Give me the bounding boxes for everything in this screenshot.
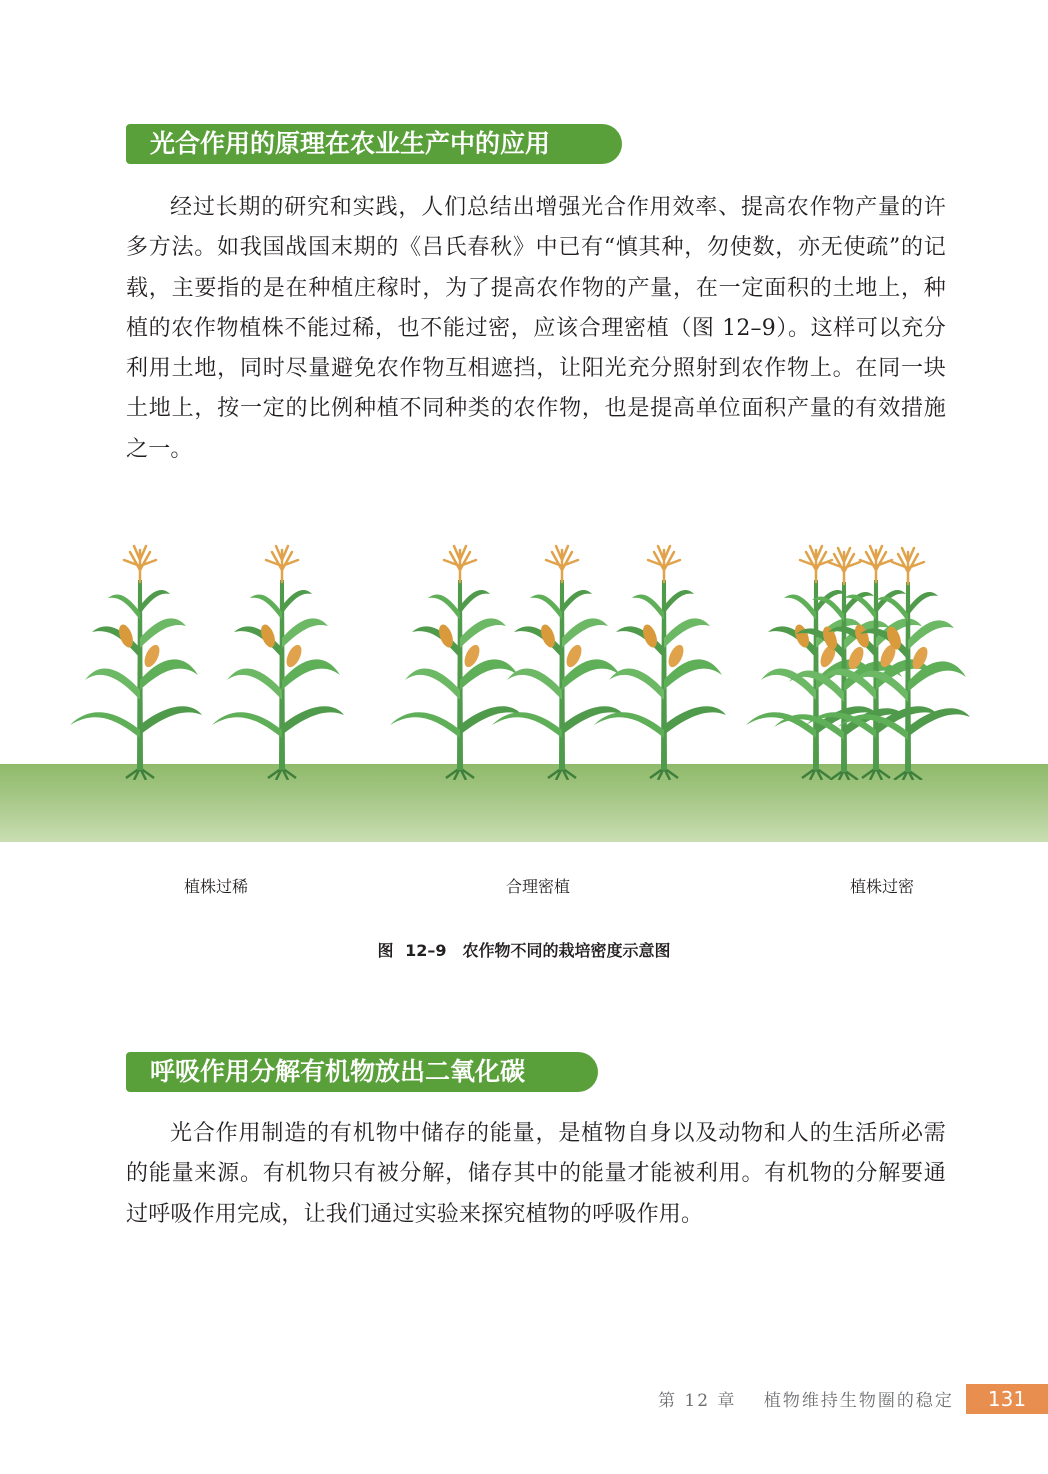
- corn-plant: [390, 546, 522, 780]
- section-heading-photosynthesis: 光合作用的原理在农业生产中的应用: [126, 124, 622, 164]
- footer-chapter: 第 12 章: [658, 1391, 737, 1411]
- page-number: 131: [966, 1384, 1048, 1414]
- paragraph-planting-density: 经过长期的研究和实践，人们总结出增强光合作用效率、提高农作物产量的许多方法。如我国战国末期的《吕氏春秋》中已有“慎其种，勿使数，亦无使疏”的记载，主要指的是在种植庄稼时，为了提高农作物的产量，在一定面积的土地上，种植的农作物植株不能过稀，也不能过密，应该合理密植（图 12–9）。这样可以充分利用土地，同时尽量避免农作物互相遮挡，让阳光充分照射到农作物上。在同一块土地上，按一定的比例种植不同种类的农作物，也是提高单位面积产量的有效措施之一。: [126, 195, 946, 462]
- corn-plant: [70, 546, 202, 780]
- paragraph-respiration: 光合作用制造的有机物中储存的能量，是植物自身以及动物和人的生活所必需的能量来源。有机物只有被分解，储存其中的能量才能被利用。有机物的分解要通过呼吸作用完成，让我们通过实验来探究植物的呼吸作用。: [126, 1121, 946, 1227]
- figure-caption: 图 12–9 农作物不同的栽培密度示意图: [377, 941, 671, 960]
- corn-plant: [492, 546, 624, 780]
- footer-chapter-title: 植物维持生物圈的稳定: [763, 1391, 954, 1411]
- running-footer: [658, 1388, 954, 1414]
- corn-plant: [212, 546, 344, 780]
- label-reasonable: 合理密植: [506, 877, 571, 896]
- label-sparse: 植株过稀: [184, 877, 249, 896]
- section-heading-respiration: 呼吸作用分解有机物放出二氧化碳: [126, 1052, 598, 1092]
- label-dense: 植株过密: [850, 877, 915, 896]
- corn-plant: [594, 546, 726, 780]
- corn-density-illustration: [0, 540, 1048, 780]
